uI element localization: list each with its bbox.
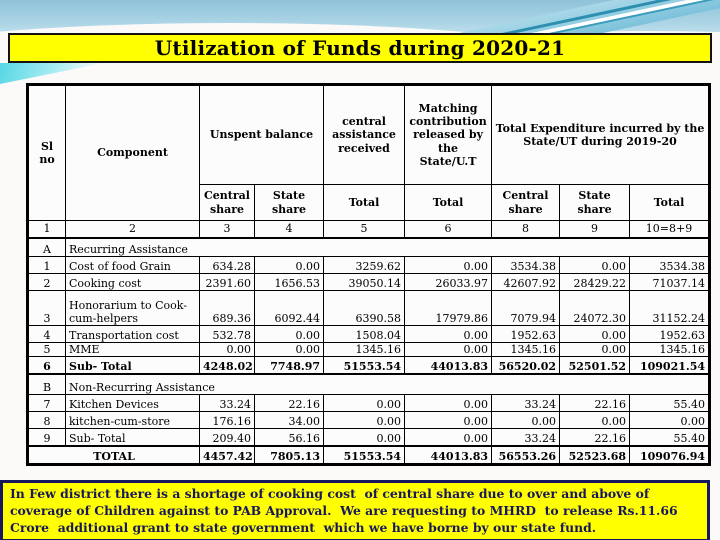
value-cell: 3534.38: [492, 257, 560, 274]
value-cell: 1508.04: [324, 326, 405, 343]
header-total-expenditure: Total Expenditure incurred by the State/UT during 2019-20: [492, 85, 710, 185]
sl-cell: 7: [28, 395, 66, 412]
value-cell: 0.00: [405, 395, 492, 412]
page-title: Utilization of Funds during 2020-21: [154, 36, 566, 60]
value-cell: 34.00: [255, 412, 324, 429]
component-cell: Sub- Total: [66, 429, 200, 446]
value-cell: 0.00: [405, 429, 492, 446]
value-cell: 2391.60: [200, 274, 255, 291]
sl-cell: 5: [28, 343, 66, 357]
column-number: 4: [255, 221, 324, 238]
value-cell: 4457.42: [200, 446, 255, 465]
subheader-state-share: State share: [560, 185, 630, 221]
value-cell: 176.16: [200, 412, 255, 429]
value-cell: 1345.16: [630, 343, 710, 357]
footer-note: [0, 480, 710, 540]
value-cell: 0.00: [630, 412, 710, 429]
sl-cell: 1: [28, 257, 66, 274]
value-cell: 33.24: [200, 395, 255, 412]
value-cell: 0.00: [200, 343, 255, 357]
header-sl-no: Sl no: [28, 85, 66, 221]
value-cell: 56.16: [255, 429, 324, 446]
value-cell: 0.00: [560, 257, 630, 274]
section-label: Recurring Assistance: [66, 238, 710, 257]
table-row: [28, 291, 710, 326]
column-number: 2: [66, 221, 200, 238]
column-number: 8: [492, 221, 560, 238]
subtotal-row-non-recurring: [28, 429, 710, 446]
value-cell: 0.00: [560, 343, 630, 357]
value-cell: 7079.94: [492, 291, 560, 326]
subtotal-row-recurring: [28, 357, 710, 374]
value-cell: 0.00: [324, 429, 405, 446]
value-cell: 0.00: [255, 343, 324, 357]
value-cell: 33.24: [492, 429, 560, 446]
subheader-total: Total: [324, 185, 405, 221]
component-cell: Sub- Total: [66, 357, 200, 374]
value-cell: 52523.68: [560, 446, 630, 465]
value-cell: 1952.63: [630, 326, 710, 343]
value-cell: 56520.02: [492, 357, 560, 374]
value-cell: 0.00: [405, 326, 492, 343]
value-cell: 56553.26: [492, 446, 560, 465]
value-cell: 0.00: [405, 257, 492, 274]
value-cell: 0.00: [255, 257, 324, 274]
value-cell: 55.40: [630, 429, 710, 446]
component-cell: Transportation cost: [66, 326, 200, 343]
value-cell: 634.28: [200, 257, 255, 274]
value-cell: 44013.83: [405, 446, 492, 465]
table-row: [28, 326, 710, 343]
table-row: [28, 274, 710, 291]
value-cell: 7748.97: [255, 357, 324, 374]
table-row: [28, 412, 710, 429]
value-cell: 55.40: [630, 395, 710, 412]
value-cell: 0.00: [560, 326, 630, 343]
value-cell: 6390.58: [324, 291, 405, 326]
value-cell: 33.24: [492, 395, 560, 412]
header-row-1: [28, 85, 710, 185]
grand-total-row: [28, 446, 710, 465]
table-row: [28, 343, 710, 357]
value-cell: 44013.83: [405, 357, 492, 374]
value-cell: 0.00: [405, 412, 492, 429]
value-cell: 3259.62: [324, 257, 405, 274]
value-cell: 26033.97: [405, 274, 492, 291]
header-central-assistance: central assistance received: [324, 85, 405, 185]
table-row: [28, 395, 710, 412]
section-row-recurring: [28, 238, 710, 257]
value-cell: 0.00: [492, 412, 560, 429]
value-cell: 3534.38: [630, 257, 710, 274]
value-cell: 0.00: [255, 326, 324, 343]
header-matching-contribution: Matching contribution released by the State/U.T: [405, 85, 492, 185]
value-cell: 28429.22: [560, 274, 630, 291]
utilization-table: [26, 83, 711, 466]
value-cell: 71037.14: [630, 274, 710, 291]
value-cell: 4248.02: [200, 357, 255, 374]
value-cell: 6092.44: [255, 291, 324, 326]
header-unspent-balance: Unspent balance: [200, 85, 324, 185]
sl-cell: 3: [28, 291, 66, 326]
value-cell: 1345.16: [492, 343, 560, 357]
value-cell: 42607.92: [492, 274, 560, 291]
value-cell: 1952.63: [492, 326, 560, 343]
value-cell: 22.16: [560, 429, 630, 446]
subheader-total: Total: [630, 185, 710, 221]
value-cell: 7805.13: [255, 446, 324, 465]
value-cell: 0.00: [324, 395, 405, 412]
value-cell: 0.00: [405, 343, 492, 357]
sl-cell: B: [28, 374, 66, 395]
value-cell: 209.40: [200, 429, 255, 446]
component-cell: Honorarium to Cook-cum-helpers: [66, 291, 200, 326]
sl-cell: A: [28, 238, 66, 257]
value-cell: 51553.54: [324, 357, 405, 374]
value-cell: 109076.94: [630, 446, 710, 465]
value-cell: 24072.30: [560, 291, 630, 326]
component-cell: Cost of food Grain: [66, 257, 200, 274]
table-row: [28, 257, 710, 274]
value-cell: 0.00: [560, 412, 630, 429]
value-cell: 52501.52: [560, 357, 630, 374]
sl-cell: 2: [28, 274, 66, 291]
column-number: 9: [560, 221, 630, 238]
sl-cell: 8: [28, 412, 66, 429]
sl-cell: 4: [28, 326, 66, 343]
value-cell: 31152.24: [630, 291, 710, 326]
value-cell: 22.16: [560, 395, 630, 412]
component-cell: kitchen-cum-store: [66, 412, 200, 429]
subheader-central-share: Central share: [492, 185, 560, 221]
subheader-state-share: State share: [255, 185, 324, 221]
column-number: 10=8+9: [630, 221, 710, 238]
column-number: 6: [405, 221, 492, 238]
section-row-non-recurring: [28, 374, 710, 395]
value-cell: 689.36: [200, 291, 255, 326]
subheader-central-share: Central share: [200, 185, 255, 221]
value-cell: 17979.86: [405, 291, 492, 326]
grand-total-label: TOTAL: [28, 446, 200, 465]
header-component: Component: [66, 85, 200, 221]
value-cell: 109021.54: [630, 357, 710, 374]
value-cell: 1345.16: [324, 343, 405, 357]
value-cell: 39050.14: [324, 274, 405, 291]
value-cell: 51553.54: [324, 446, 405, 465]
value-cell: 22.16: [255, 395, 324, 412]
column-number-row: [28, 221, 710, 238]
column-number: 5: [324, 221, 405, 238]
value-cell: 532.78: [200, 326, 255, 343]
component-cell: MME: [66, 343, 200, 357]
subheader-total: Total: [405, 185, 492, 221]
value-cell: 1656.53: [255, 274, 324, 291]
note-text: In Few district there is a shortage of cooking cost of central share due to over and above of coverage of Children against to PAB Approval. We are requesting to MHRD to release Rs.11.66 Crore additional grant to state government which we have borne by our state fund.: [10, 486, 682, 536]
sl-cell: 6: [28, 357, 66, 374]
title-banner: [8, 33, 712, 63]
column-number: 3: [200, 221, 255, 238]
column-number: 1: [28, 221, 66, 238]
section-label: Non-Recurring Assistance: [66, 374, 710, 395]
component-cell: Kitchen Devices: [66, 395, 200, 412]
component-cell: Cooking cost: [66, 274, 200, 291]
value-cell: 0.00: [324, 412, 405, 429]
sl-cell: 9: [28, 429, 66, 446]
